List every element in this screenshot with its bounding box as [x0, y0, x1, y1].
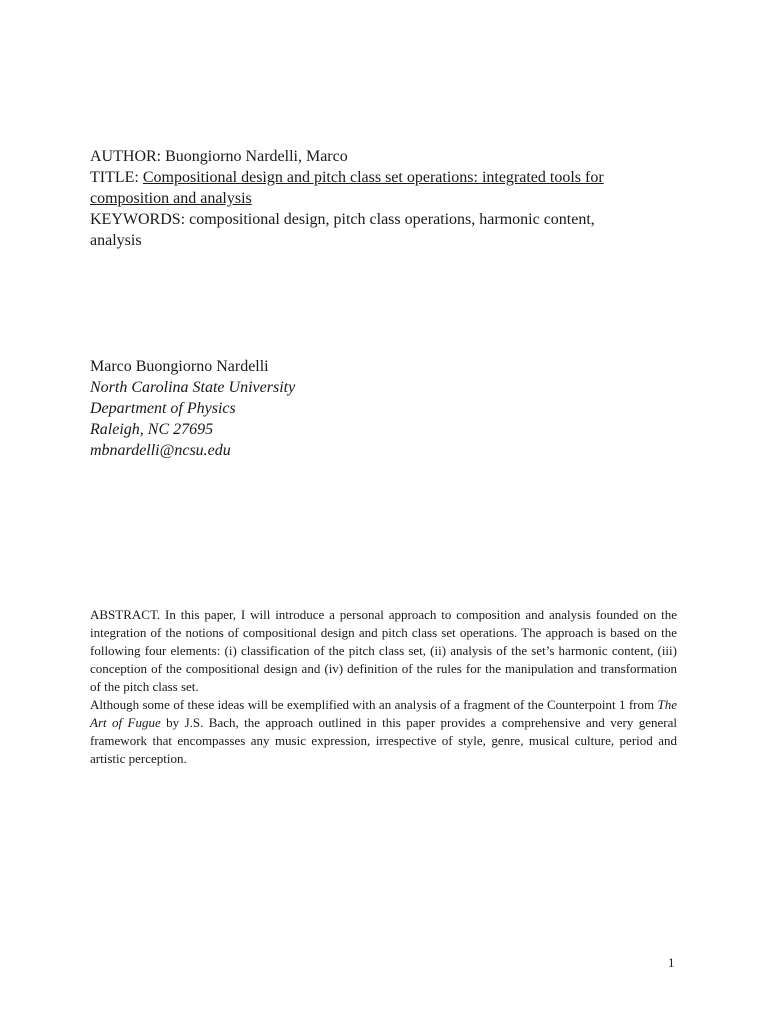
keywords-text-line1: compositional design, pitch class operations, harmonic content,	[189, 211, 595, 228]
page-number: 1	[668, 955, 675, 970]
abstract	[90, 606, 677, 768]
title-text-line1: Compositional design and pitch class set operations: integrated tools for	[142, 169, 604, 186]
paper-header	[90, 146, 680, 251]
title-line-2	[90, 188, 680, 209]
location: Raleigh, NC 27695	[90, 421, 214, 438]
author-line	[90, 146, 680, 167]
abstract-paragraph-2	[90, 696, 677, 768]
author-label: AUTHOR:	[90, 148, 162, 165]
email-address: mbnardelli@ncsu.edu	[90, 442, 231, 459]
title-text-line2: composition and analysis	[90, 190, 252, 207]
abstract-p2-before: Although some of these ideas will be exemplified with an analysis of a fragment of the Counterpoint 1 from	[90, 697, 658, 712]
title-line	[90, 167, 680, 188]
keywords-label: KEYWORDS:	[90, 211, 186, 228]
department-name: Department of Physics	[90, 400, 236, 417]
author-value: Buongiorno Nardelli, Marco	[165, 148, 348, 165]
author-name: Marco Buongiorno Nardelli	[90, 358, 269, 375]
university-name: North Carolina State University	[90, 379, 296, 396]
abstract-p2-after: by J.S. Bach, the approach outlined in this paper provides a comprehensive and very general framework that encompasses any music expression, irrespective of style, genre, musical culture, period and artistic perception.	[90, 715, 677, 766]
title-label: TITLE:	[90, 169, 139, 186]
abstract-work-title: The Art of Fugue	[90, 697, 677, 730]
keywords-line	[90, 209, 680, 230]
abstract-paragraph-1: ABSTRACT. In this paper, I will introduce a personal approach to composition and analysis founded on the integration of the notions of compositional design and pitch class set operations. The approach is based on the following four elements: (i) classification of the pitch class set, (ii) analysis of the set’s harmonic content, (iii) conception of the compositional design and (iv) definition of the rules for the manipulation and transformation of the pitch class set.	[90, 607, 677, 694]
keywords-text-line2: analysis	[90, 232, 142, 249]
keywords-line-2	[90, 230, 680, 251]
author-affiliation	[90, 356, 690, 461]
